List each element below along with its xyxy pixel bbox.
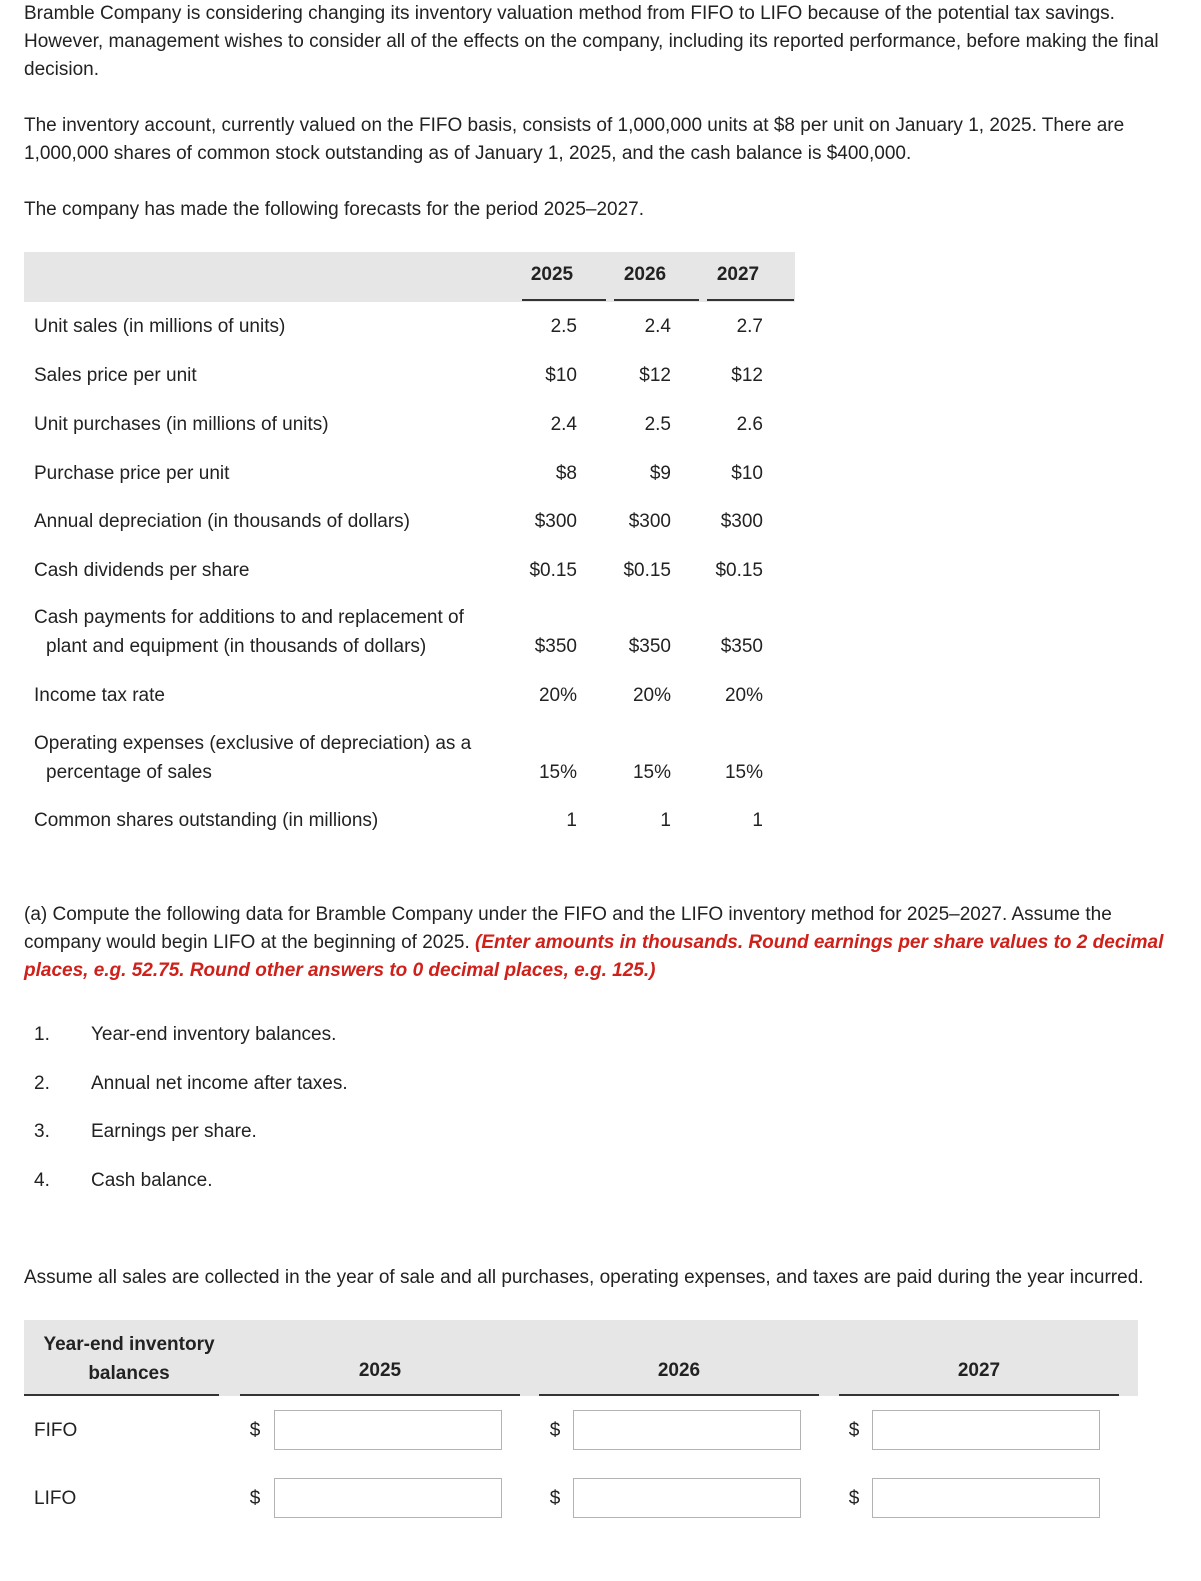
row-value: $8 [555,463,577,484]
row-label: Unit sales (in millions of units) [34,316,286,337]
currency-symbol: $ [848,1488,860,1509]
row-value: 20% [538,685,577,706]
year-header: 2025 [530,264,574,285]
row-label: LIFO [34,1488,77,1509]
row-value: $0.15 [623,560,671,581]
row-value: 2.4 [550,414,577,435]
row-label: Cash dividends per share [34,560,250,581]
fifo-2026-input[interactable] [573,1410,801,1450]
row-value: 15% [632,762,671,783]
row-value: 1 [566,810,577,831]
currency-symbol: $ [848,1420,860,1441]
list-text: Earnings per share. [91,1121,257,1142]
answer-table [24,1320,1138,1509]
row-value: $350 [628,636,671,657]
answer-table-header [24,1320,1138,1396]
assumption-text: Assume all sales are collected in the year of sale and all purchases, operating expenses, and taxes are paid during the year incurred. [24,1267,1144,1288]
question-body: (a) Compute the following data for Bramble Company under the FIFO and the LIFO inventory method for 2025–2027. Assume the company would begin LIFO at the beginning of 2025. [24,904,1112,953]
row-value: $12 [639,365,671,386]
answer-table-title: Year-end inventory balances [43,1334,215,1384]
fifo-2025-input[interactable] [274,1410,502,1450]
row-value: $350 [720,636,763,657]
row-label-line2: percentage of sales [46,762,212,783]
year-header: 2025 [358,1360,402,1381]
list-text: Annual net income after taxes. [91,1073,348,1094]
table-row-lifo [24,1478,1138,1522]
lifo-2027-input[interactable] [872,1478,1100,1518]
row-label-line2: plant and equipment (in thousands of dollars) [46,636,427,657]
lifo-2026-input[interactable] [573,1478,801,1518]
row-value: 20% [724,685,763,706]
row-value: 2.5 [550,316,577,337]
row-value: 1 [752,810,763,831]
row-value: 2.5 [644,414,671,435]
list-item [34,1024,336,1046]
row-value: 2.4 [644,316,671,337]
forecast-intro: The company has made the following forecasts for the period 2025–2027. [24,199,644,220]
row-value: $9 [649,463,671,484]
row-label-line1: Operating expenses (exclusive of depreciation) as a [34,733,472,754]
row-value: $0.15 [715,560,763,581]
row-value: 15% [538,762,577,783]
list-number: 4. [34,1170,50,1191]
row-label: Purchase price per unit [34,463,230,484]
currency-symbol: $ [549,1488,561,1509]
row-value: 15% [724,762,763,783]
row-value: $300 [720,511,763,532]
question-text [24,901,1184,985]
question-instruction: (Enter amounts in thousands. Round earnings per share values to 2 decimal places, e.g. 52.75. Round other answers to 0 decimal places, e.g. 125.) [24,932,1164,981]
row-label [34,603,504,661]
forecast-table-header [24,252,795,302]
list-number: 2. [34,1073,50,1094]
list-text: Cash balance. [91,1170,213,1191]
inventory-paragraph: The inventory account, currently valued on the FIFO basis, consists of 1,000,000 units at $8 per unit on January 1, 2025. There are 1,000,000 shares of common stock outstanding as of January 1, 2025, and the cash balance is $400,000. [24,115,1125,164]
year-header: 2027 [716,264,760,285]
list-number: 1. [34,1024,50,1045]
list-item [34,1170,212,1192]
row-label-line1: Cash payments for additions to and replacement of [34,607,464,628]
fifo-2027-input[interactable] [872,1410,1100,1450]
row-value: $0.15 [529,560,577,581]
row-value: $350 [534,636,577,657]
intro-paragraph: Bramble Company is considering changing its inventory valuation method from FIFO to LIFO because of the potential tax savings. However, management wishes to consider all of the effects on the company, including its reported performance, before making the final decision. [24,3,1159,80]
row-value: 20% [632,685,671,706]
list-number: 3. [34,1121,50,1142]
row-label: Common shares outstanding (in millions) [34,810,379,831]
currency-symbol: $ [249,1488,261,1509]
list-item [34,1073,348,1095]
row-value: $300 [628,511,671,532]
list-text: Year-end inventory balances. [91,1024,337,1045]
lifo-2025-input[interactable] [274,1478,502,1518]
row-label: Annual depreciation (in thousands of dollars) [34,511,411,532]
row-label: Income tax rate [34,685,165,706]
list-item [34,1121,257,1143]
row-value: $10 [545,365,577,386]
row-label: FIFO [34,1420,78,1441]
row-value: $12 [731,365,763,386]
row-value: $300 [534,511,577,532]
year-header: 2026 [623,264,667,285]
row-value: 1 [660,810,671,831]
currency-symbol: $ [549,1420,561,1441]
row-value: $10 [731,463,763,484]
table-row-fifo [24,1410,1138,1454]
row-value: 2.7 [736,316,763,337]
year-header: 2026 [657,1360,701,1381]
row-label [34,729,504,787]
row-label: Sales price per unit [34,365,197,386]
forecast-table [24,252,795,831]
row-label: Unit purchases (in millions of units) [34,414,329,435]
currency-symbol: $ [249,1420,261,1441]
row-value: 2.6 [736,414,763,435]
year-header: 2027 [957,1360,1001,1381]
